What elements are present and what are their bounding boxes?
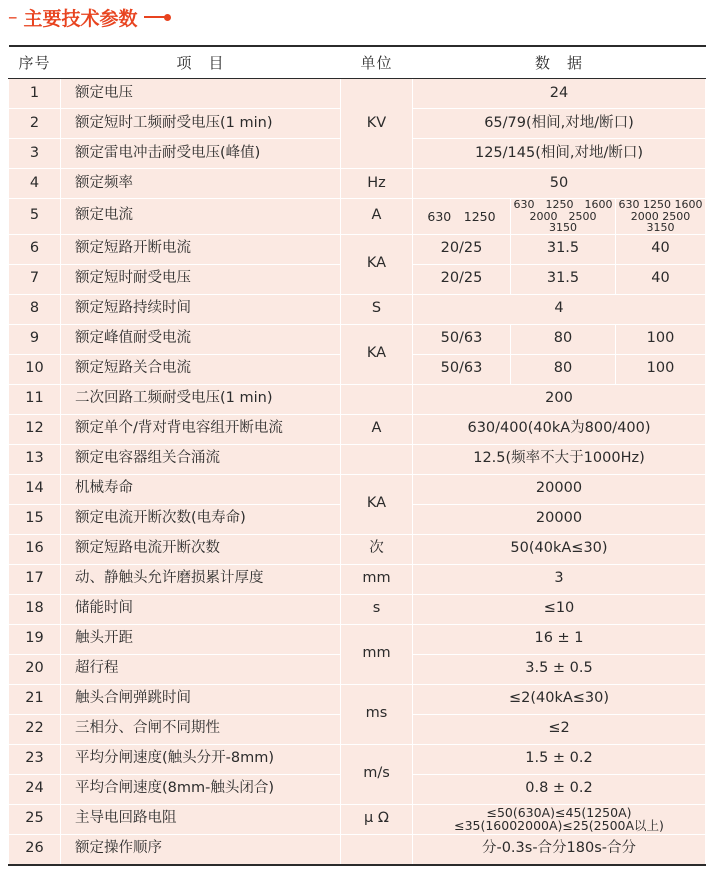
row-item: 触头开距 <box>61 624 341 654</box>
header-no: 序号 <box>9 46 61 79</box>
table-row <box>9 474 706 504</box>
row-data-col2: 80 <box>511 354 616 384</box>
row-data-col1: 630 1250 <box>413 199 511 235</box>
section-title-text: 主要技术参数 <box>23 7 138 30</box>
table-row <box>9 199 706 235</box>
row-no: 3 <box>9 139 61 169</box>
row-item: 储能时间 <box>61 594 341 624</box>
row-data-col3: 40 <box>616 264 706 294</box>
row-data-col2-line1: 630 1250 1600 <box>513 198 613 211</box>
table-row <box>9 444 706 474</box>
row-data-col2-line2: 2000 2500 3150 <box>529 209 608 235</box>
title-dash: – <box>8 6 18 28</box>
row-no: 21 <box>9 684 61 714</box>
table-row <box>9 594 706 624</box>
row-unit: mm <box>341 564 413 594</box>
row-data: 3.5 ± 0.5 <box>413 654 706 684</box>
row-item: 平均分闸速度(触头分开-8mm) <box>61 744 341 774</box>
row-item: 额定峰值耐受电流 <box>61 324 341 354</box>
row-data: 50 <box>413 169 706 199</box>
row-no: 10 <box>9 354 61 384</box>
row-item: 触头合闸弹跳时间 <box>61 684 341 714</box>
row-data: 4 <box>413 294 706 324</box>
row-data: 20000 <box>413 474 706 504</box>
row-data: 24 <box>413 79 706 109</box>
row-item: 额定短路电流开断次数 <box>61 534 341 564</box>
row-no: 4 <box>9 169 61 199</box>
row-no: 22 <box>9 714 61 744</box>
row-data: ≤2 <box>413 714 706 744</box>
row-data: 分-0.3s-合分180s-合分 <box>413 834 706 865</box>
row-unit: Hz <box>341 169 413 199</box>
row-data-col3: 40 <box>616 234 706 264</box>
row-item: 额定电压 <box>61 79 341 109</box>
row-item: 额定短时耐受电压 <box>61 264 341 294</box>
table-row <box>9 804 706 834</box>
table-row <box>9 684 706 714</box>
row-item: 额定电容器组关合涌流 <box>61 444 341 474</box>
row-data: 1.5 ± 0.2 <box>413 744 706 774</box>
row-unit: 次 <box>341 534 413 564</box>
row-data-line2: ≤35(16002000A)≤25(2500A以上) <box>454 818 664 834</box>
row-data <box>413 804 706 834</box>
row-item: 额定频率 <box>61 169 341 199</box>
row-data: ≤10 <box>413 594 706 624</box>
row-data-col3: 100 <box>616 324 706 354</box>
row-no: 23 <box>9 744 61 774</box>
table-row <box>9 834 706 865</box>
row-data-col2: 31.5 <box>511 234 616 264</box>
table-row <box>9 294 706 324</box>
row-no: 18 <box>9 594 61 624</box>
row-item: 动、静触头允许磨损累计厚度 <box>61 564 341 594</box>
row-data: 16 ± 1 <box>413 624 706 654</box>
row-data: 630/400(40kA为800/400) <box>413 414 706 444</box>
row-item: 额定短时工频耐受电压(1 min) <box>61 109 341 139</box>
row-no: 12 <box>9 414 61 444</box>
row-data-col1: 50/63 <box>413 324 511 354</box>
table-row <box>9 624 706 654</box>
row-data: 50(40kA≤30) <box>413 534 706 564</box>
row-unit: S <box>341 294 413 324</box>
row-no: 9 <box>9 324 61 354</box>
row-no: 20 <box>9 654 61 684</box>
table-row <box>9 169 706 199</box>
row-item: 额定电流开断次数(电寿命) <box>61 504 341 534</box>
row-data: 3 <box>413 564 706 594</box>
row-item: 额定单个/背对背电容组开断电流 <box>61 414 341 444</box>
table-row <box>9 744 706 774</box>
row-item: 额定操作顺序 <box>61 834 341 865</box>
row-no: 1 <box>9 79 61 109</box>
row-data: ≤2(40kA≤30) <box>413 684 706 714</box>
row-item: 三相分、合闸不同期性 <box>61 714 341 744</box>
row-data-col3-line1: 630 1250 1600 <box>618 198 703 211</box>
row-no: 13 <box>9 444 61 474</box>
row-data-col3-line2: 2000 2500 3150 <box>630 209 691 235</box>
row-no: 8 <box>9 294 61 324</box>
row-no: 16 <box>9 534 61 564</box>
row-unit <box>341 834 413 865</box>
row-no: 17 <box>9 564 61 594</box>
table-header-row <box>9 46 706 79</box>
row-no: 19 <box>9 624 61 654</box>
section-title <box>8 0 171 34</box>
row-unit: mm <box>341 624 413 684</box>
row-unit: m/s <box>341 744 413 804</box>
row-unit: A <box>341 414 413 444</box>
row-item: 超行程 <box>61 654 341 684</box>
row-data-col3 <box>616 199 706 235</box>
row-data-col2 <box>511 199 616 235</box>
row-unit: KA <box>341 324 413 384</box>
row-data-col1: 50/63 <box>413 354 511 384</box>
row-data-col3: 100 <box>616 354 706 384</box>
row-data: 12.5(频率不大于1000Hz) <box>413 444 706 474</box>
table-row <box>9 414 706 444</box>
row-item: 平均合闸速度(8mm-触头闭合) <box>61 774 341 804</box>
row-unit: KA <box>341 474 413 534</box>
row-no: 6 <box>9 234 61 264</box>
row-item: 额定雷电冲击耐受电压(峰值) <box>61 139 341 169</box>
row-data: 0.8 ± 0.2 <box>413 774 706 804</box>
row-data-line1: ≤50(630A)≤45(1250A) <box>486 805 632 821</box>
row-unit: ms <box>341 684 413 744</box>
row-data: 20000 <box>413 504 706 534</box>
table-row <box>9 79 706 109</box>
row-item: 机械寿命 <box>61 474 341 504</box>
row-unit: KV <box>341 79 413 169</box>
row-item: 主导电回路电阻 <box>61 804 341 834</box>
row-unit: KA <box>341 234 413 294</box>
header-data: 数 据 <box>413 46 706 79</box>
row-no: 11 <box>9 384 61 414</box>
row-no: 7 <box>9 264 61 294</box>
table-row <box>9 384 706 414</box>
row-unit: s <box>341 594 413 624</box>
row-data: 125/145(相间,对地/断口) <box>413 139 706 169</box>
row-unit <box>341 444 413 474</box>
header-item: 项 目 <box>61 46 341 79</box>
row-no: 15 <box>9 504 61 534</box>
row-data: 65/79(相间,对地/断口) <box>413 109 706 139</box>
parameters-table <box>8 45 706 866</box>
row-item: 额定短路持续时间 <box>61 294 341 324</box>
row-unit <box>341 384 413 414</box>
table-row <box>9 234 706 264</box>
row-item: 额定短路关合电流 <box>61 354 341 384</box>
row-data: 200 <box>413 384 706 414</box>
table-row <box>9 564 706 594</box>
row-no: 26 <box>9 834 61 865</box>
row-no: 25 <box>9 804 61 834</box>
row-no: 14 <box>9 474 61 504</box>
row-no: 5 <box>9 199 61 235</box>
row-no: 24 <box>9 774 61 804</box>
table-row <box>9 324 706 354</box>
row-data-col1: 20/25 <box>413 264 511 294</box>
table-row <box>9 534 706 564</box>
row-unit: A <box>341 199 413 235</box>
row-data-col1: 20/25 <box>413 234 511 264</box>
row-unit: μ Ω <box>341 804 413 834</box>
title-line-decoration <box>144 16 166 18</box>
header-unit: 单位 <box>341 46 413 79</box>
row-item: 额定电流 <box>61 199 341 235</box>
row-item: 额定短路开断电流 <box>61 234 341 264</box>
row-data-col2: 31.5 <box>511 264 616 294</box>
row-data-col2: 80 <box>511 324 616 354</box>
row-no: 2 <box>9 109 61 139</box>
row-item: 二次回路工频耐受电压(1 min) <box>61 384 341 414</box>
